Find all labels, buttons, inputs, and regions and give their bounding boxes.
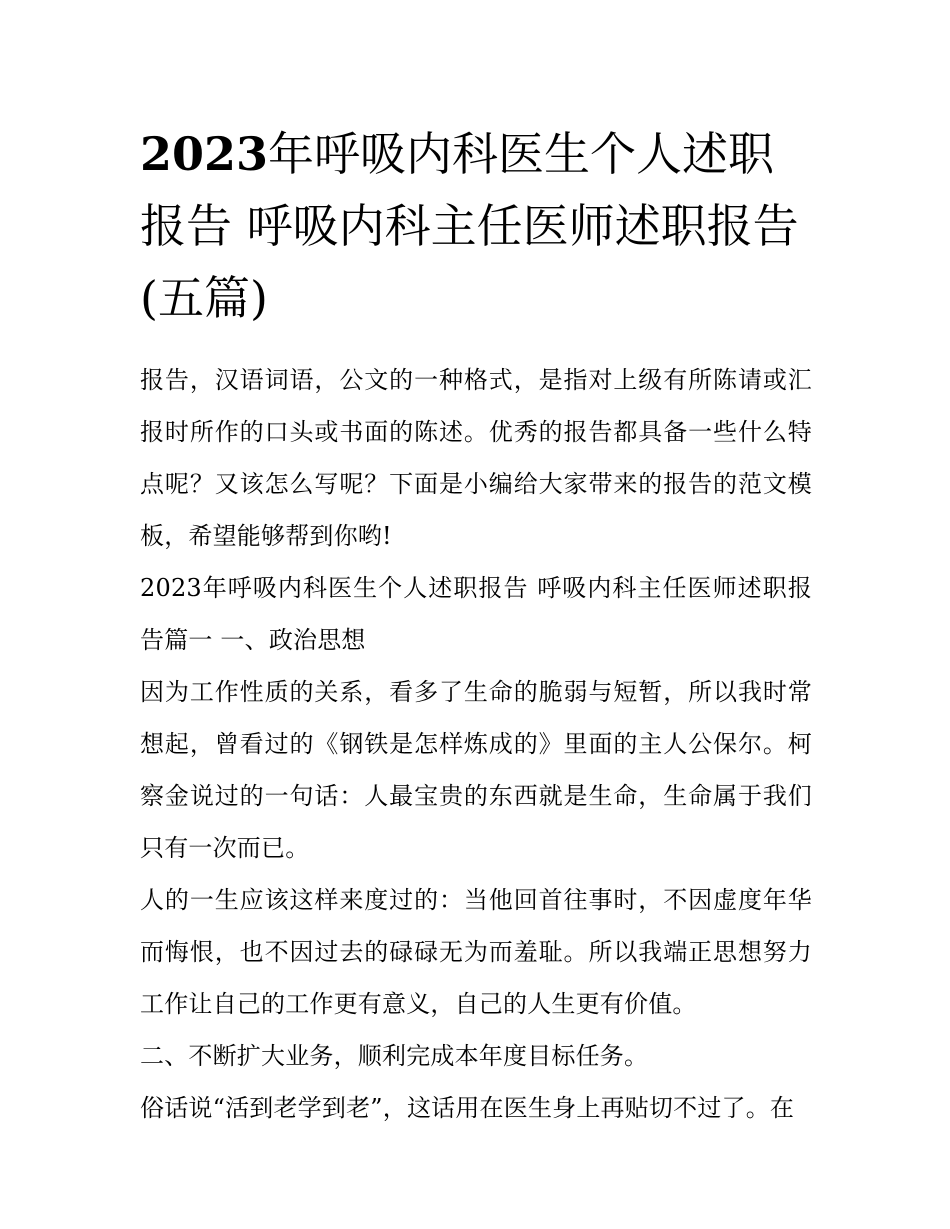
section-heading-paragraph: 二、不断扩大业务，顺利完成本年度目标任务。 bbox=[140, 1042, 649, 1070]
body-paragraph: 因为工作性质的关系，看多了生命的脆弱与短暂，所以我时常想起，曾看过的《钢铁是怎样炼成的》里面的主人公保尔。柯察金说过的一句话：人最宝贵的东西就是生命，生命属于我们只有一次而已。 bbox=[140, 678, 812, 862]
title-text: 年呼吸内科医生个人述职报告 呼吸内科主任医师述职报告(五篇) bbox=[140, 127, 799, 325]
document-body bbox=[140, 354, 812, 1134]
document-page bbox=[140, 118, 812, 1134]
intro-paragraph: 报告，汉语词语，公文的一种格式，是指对上级有所陈请或汇报时所作的口头或书面的陈述。优秀的报告都具备一些什么特点呢？又该怎么写呢？下面是小编给大家带来的报告的范文模板，希望能够帮到你哟! bbox=[140, 366, 812, 550]
title-year: 2023 bbox=[140, 127, 269, 181]
section-heading-paragraph: 2023年呼吸内科医生个人述职报告 呼吸内科主任医师述职报告篇一 一、政治思想 bbox=[140, 574, 812, 654]
body-paragraph: 人的一生应该这样来度过的：当他回首往事时，不因虚度年华而悔恨，也不因过去的碌碌无为而羞耻。所以我端正思想努力工作让自己的工作更有意义，自己的人生更有价值。 bbox=[140, 886, 812, 1018]
document-title bbox=[140, 118, 812, 334]
body-paragraph: 俗话说“活到老学到老”，这话用在医生身上再贴切不过了。在 bbox=[140, 1094, 795, 1122]
